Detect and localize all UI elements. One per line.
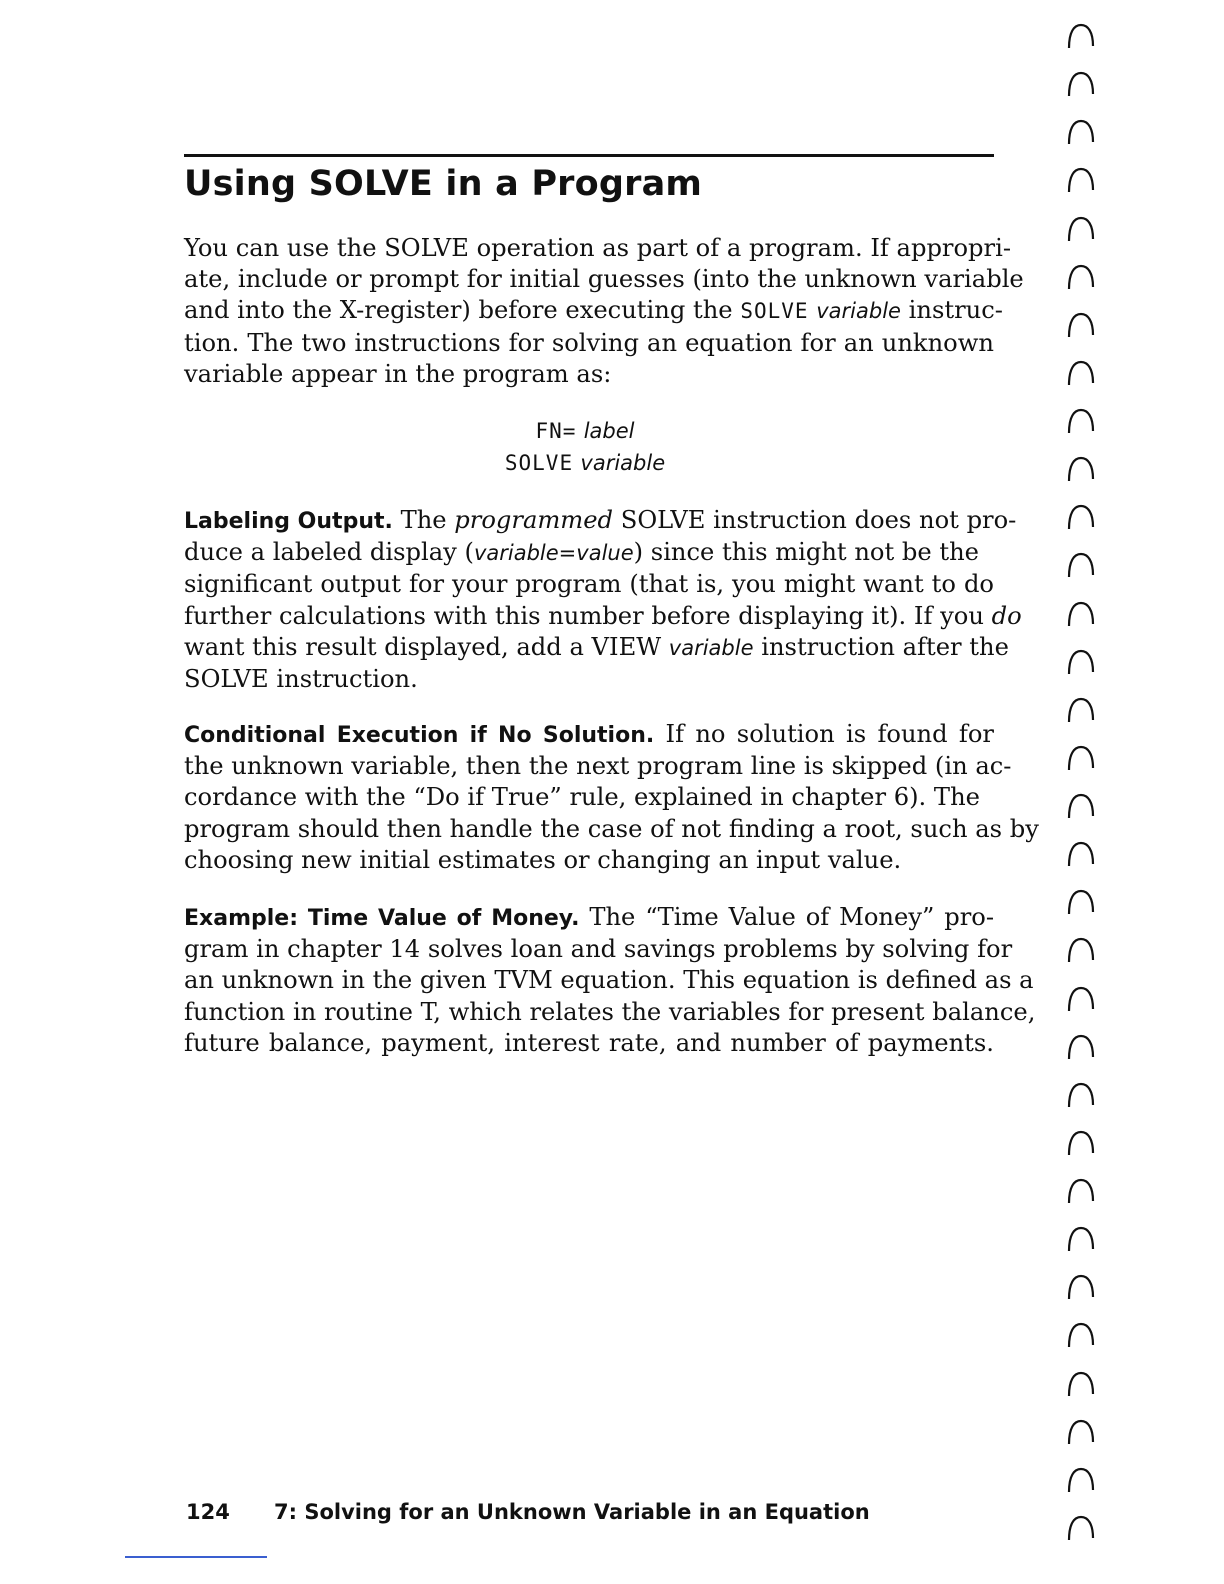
intro-line-4: tion. The two instructions for solving an equation for an unknown <box>184 328 994 357</box>
page-number: 124 <box>186 1500 230 1524</box>
code-line-fn <box>0 418 1170 444</box>
labeling-output-paragraph: Labeling Output. The programmed SOLVE instruction does not pro- duce a labeled display (variable=value) since this might not be the significant output for your program (that is, you might want to do further calculations with this number before displaying it). If you do want this result displayed, add a VIEW variable instruction after the SOLVE instruction. <box>184 506 1022 694</box>
runin-heading: Example: Time Value of Money. <box>184 906 580 931</box>
runin-heading: Labeling Output. <box>184 509 393 534</box>
binding-ring-icon <box>1064 1514 1098 1542</box>
binding-ring-icon <box>1064 1321 1098 1349</box>
binding-ring-icon <box>1064 1466 1098 1494</box>
code-line-solve <box>0 450 1170 476</box>
bottom-underline <box>125 1556 267 1558</box>
binding-ring-icon <box>1064 1177 1098 1205</box>
binding-ring-icon <box>1064 263 1098 291</box>
binding-ring-icon <box>1064 696 1098 724</box>
binding-ring-icon <box>1064 888 1098 916</box>
label-term: label <box>583 419 635 443</box>
binding-ring-icon <box>1064 792 1098 820</box>
binding-ring-icon <box>1064 1225 1098 1253</box>
solve-keyword: SOLVE <box>504 451 574 475</box>
binding-ring-icon <box>1064 551 1098 579</box>
binding-ring-icon <box>1064 744 1098 772</box>
binding-ring-icon <box>1064 648 1098 676</box>
conditional-execution-paragraph: Conditional Execution if No Solution. If no solution is found for the unknown variable, then the next program line is skipped (in ac- cordance with the “Do if True” rule, explained in chapter 6). The program should then handle the case of not finding a root, such as by choosing new initial estimates or changing an input value. <box>184 720 1039 874</box>
binding-ring-icon <box>1064 118 1098 146</box>
binding-ring-icon <box>1064 22 1098 50</box>
spiral-binding <box>1058 22 1108 1582</box>
fn-keyword: FN= <box>535 419 577 443</box>
binding-ring-icon <box>1064 407 1098 435</box>
binding-ring-icon <box>1064 985 1098 1013</box>
binding-ring-icon <box>1064 1273 1098 1301</box>
binding-ring-icon <box>1064 311 1098 339</box>
binding-ring-icon <box>1064 503 1098 531</box>
intro-line-5: variable appear in the program as: <box>184 359 612 388</box>
heading-rule <box>184 154 994 157</box>
binding-ring-icon <box>1064 600 1098 628</box>
binding-ring-icon <box>1064 1129 1098 1157</box>
variable-term: variable <box>816 299 901 324</box>
runin-heading: Conditional Execution if No Solution. <box>184 723 655 748</box>
binding-ring-icon <box>1064 70 1098 98</box>
binding-ring-icon <box>1064 166 1098 194</box>
intro-paragraph <box>184 233 1024 390</box>
binding-ring-icon <box>1064 1370 1098 1398</box>
intro-line-2: ate, include or prompt for initial guesses (into the unknown variable <box>184 265 1024 294</box>
binding-ring-icon <box>1064 359 1098 387</box>
binding-ring-icon <box>1064 936 1098 964</box>
binding-ring-icon <box>1064 215 1098 243</box>
intro-line-1: You can use the SOLVE operation as part of a program. If appropri- <box>184 234 1012 262</box>
variable-term: variable <box>580 451 666 475</box>
section-heading: Using SOLVE in a Program <box>184 164 703 204</box>
example-paragraph: Example: Time Value of Money. The “Time Value of Money” pro- gram in chapter 14 solves loan and savings problems by solving for an unknown in the given TVM equation. This equation is defined as a function in routine T, which relates the variables for present balance, future balance, payment, interest rate, and number of payments. <box>184 903 1036 1057</box>
binding-ring-icon <box>1064 840 1098 868</box>
binding-ring-icon <box>1064 1033 1098 1061</box>
binding-ring-icon <box>1064 1081 1098 1109</box>
binding-ring-icon <box>1064 1418 1098 1446</box>
page-footer <box>186 1500 870 1524</box>
solve-keyword: SOLVE <box>740 299 809 324</box>
intro-line-3: and into the X-register) before executing the SOLVE variable instruc- <box>184 296 1003 325</box>
binding-ring-icon <box>1064 455 1098 483</box>
chapter-title: 7: Solving for an Unknown Variable in an Equation <box>274 1500 870 1524</box>
